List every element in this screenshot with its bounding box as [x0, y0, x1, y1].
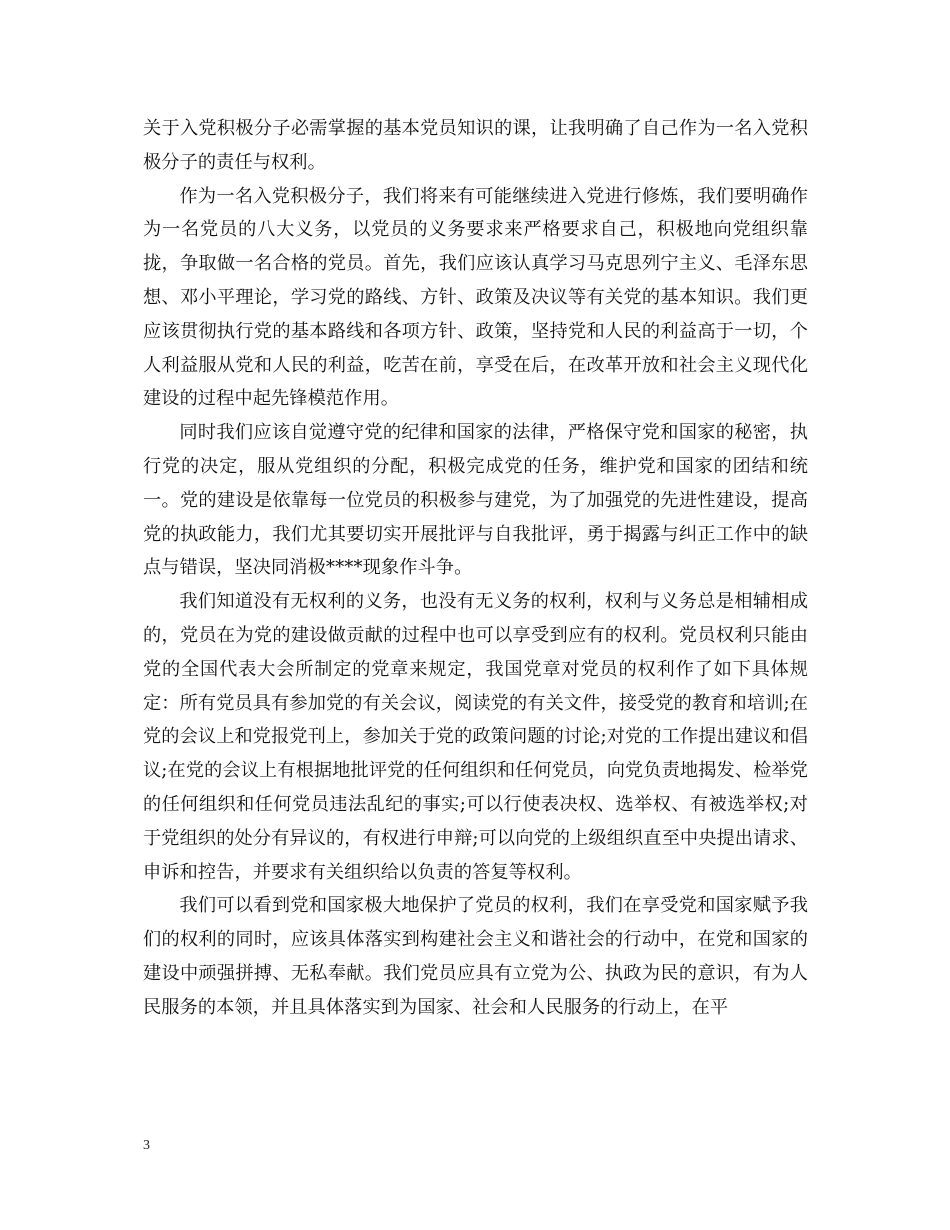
paragraph-4: 我们知道没有无权利的义务，也没有无义务的权利，权利与义务总是相辅相成的，党员在为党的建设做贡献的过程中也可以享受到应有的权利。党员权利只能由党的全国代表大会所制定的党章来规定，我国党章对党员的权利作了如下具体规定：所有党员具有参加党的有关会议，阅读党的有关文件，接受党的教育和培训;在党的会议上和党报党刊上，参加关于党的政策问题的讨论;对党的工作提出建议和倡议;在党的会议上有根据地批评党的任何组织和任何党员，向党负责地揭发、检举党的任何组织和任何党员违法乱纪的事实;可以行使表决权、选举权、有被选举权;对于党组织的处分有异议的，有权进行申辩;可以向党的上级组织直至中央提出请求、申诉和控告，并要求有关组织给以负责的答复等权利。: [143, 591, 808, 883]
paragraph-1: 关于入党积极分子必需掌握的基本党员知识的课，让我明确了自己作为一名入党积极分子的责任与权利。: [143, 118, 808, 173]
paragraph-2: 作为一名入党积极分子，我们将来有可能继续进入党进行修炼，我们要明确作为一名党员的八大义务，以党员的义务要求来严格要求自己，积极地向党组织靠拢，争取做一名合格的党员。首先，我们应该认真学习马克思列宁主义、毛泽东思想、邓小平理论，学习党的路线、方针、政策及决议等有关党的基本知识。我们更应该贯彻执行党的基本路线和各项方针、政策，坚持党和人民的利益高于一切，个人利益服从党和人民的利益，吃苦在前，享受在后，在改革开放和社会主义现代化建设的过程中起先锋模范作用。: [143, 185, 808, 410]
paragraph-3: 同时我们应该自觉遵守党的纪律和国家的法律，严格保守党和国家的秘密，执行党的决定，服从党组织的分配，积极完成党的任务，维护党和国家的团结和统一。党的建设是依靠每一位党员的积极参与建党，为了加强党的先进性建设，提高党的执政能力，我们尤其要切实开展批评与自我批评，勇于揭露与纠正工作中的缺点与错误，坚决同消极****现象作斗争。: [143, 422, 808, 579]
paragraph-5: 我们可以看到党和国家极大地保护了党员的权利，我们在享受党和国家赋予我们的权利的同时，应该具体落实到构建社会主义和谐社会的行动中，在党和国家的建设中顽强拼搏、无私奉献。我们党员应具有立党为公、执政为民的意识，有为人民服务的本领，并且具体落实到为国家、社会和人民服务的行动上，在平: [143, 895, 808, 1018]
page-number: 3: [143, 1138, 150, 1153]
document-body: [143, 112, 808, 1025]
